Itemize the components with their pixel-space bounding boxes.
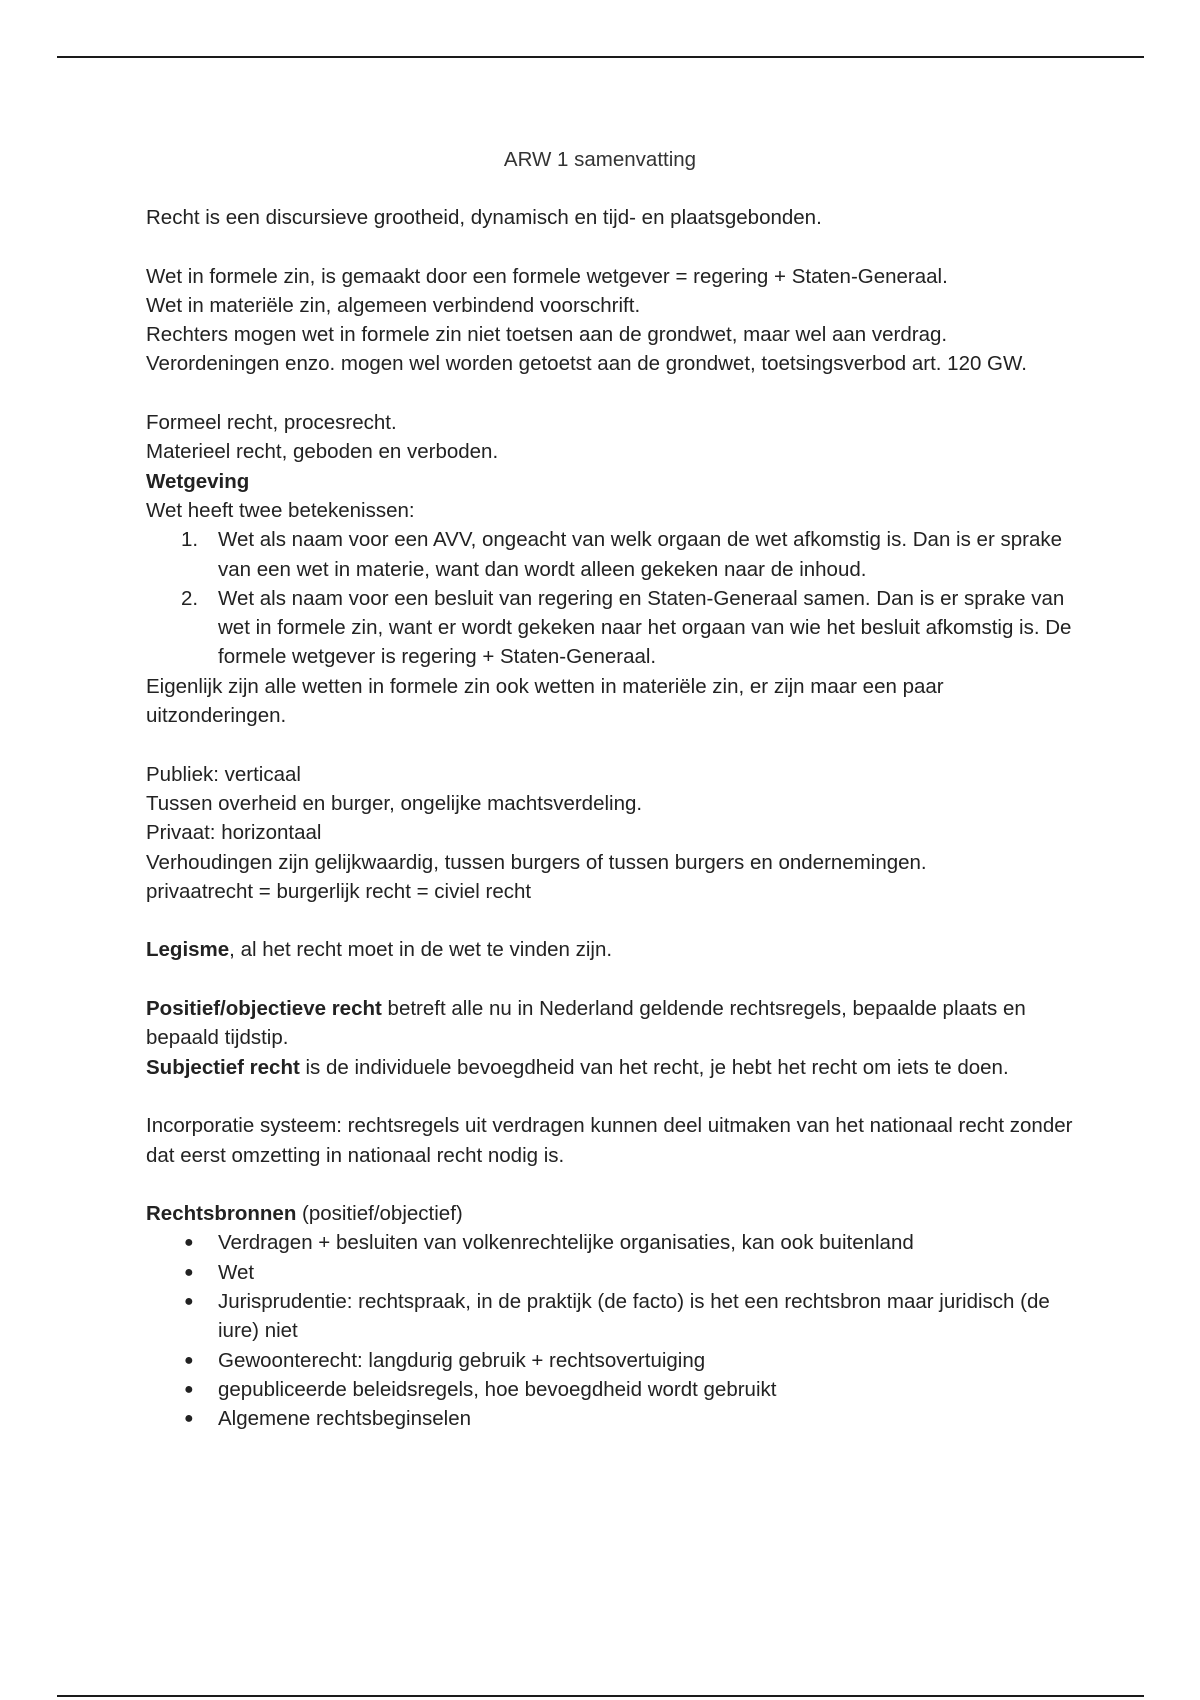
list-item-text: Wet (218, 1260, 255, 1284)
bullet-icon: ● (184, 1351, 194, 1369)
numbered-list-item (146, 525, 1076, 584)
paragraph-gap (146, 379, 1076, 408)
term-rechtsbronnen: Rechtsbronnen (146, 1202, 297, 1226)
paragraph-rechters-toetsen: Rechters mogen wet in formele zin niet toetsen aan de grondwet, maar wel aan verdrag. (146, 323, 948, 347)
paragraph-subjectief-recht (146, 1053, 1076, 1082)
paragraph-gap (146, 1082, 1076, 1111)
document-title: ARW 1 samenvatting (503, 148, 697, 171)
bullet-list-item (146, 1258, 1076, 1287)
bullet-icon: ● (184, 1410, 194, 1428)
paragraph-publiek: Publiek: verticaal (146, 762, 301, 786)
list-item-text: Jurisprudentie: rechtspraak, in de praktijk (de facto) is het een rechtsbron maar juridisch (de iure) niet (218, 1289, 1050, 1343)
numbered-list (146, 525, 1076, 671)
document-body (146, 203, 1076, 1433)
paragraph-gap (146, 906, 1076, 935)
definition-subjectief-recht: is de individuele bevoegdheid van het recht, je hebt het recht om iets te doen. (299, 1055, 1009, 1079)
paragraph-formeel-recht: Formeel recht, procesrecht. (146, 411, 397, 435)
paragraph-wet-materiele-zin: Wet in materiële zin, algemeen verbindend voorschrift. (146, 293, 641, 317)
term-positief-recht: Positief/objectieve recht (146, 997, 382, 1021)
definition-positief-recht: betreft alle nu in Nederland geldende rechtsregels, bepaalde plaats en bepaald tijdstip. (146, 997, 1026, 1050)
paragraph-recht-definition: Recht is een discursieve grootheid, dynamisch en tijd- en plaatsgebonden. (146, 206, 822, 229)
paragraph-incorporatie: Incorporatie systeem: rechtsregels uit verdragen kunnen deel uitmaken van het nationaal recht zonder dat eerst omzetting in nationaal recht nodig is. (146, 1114, 1073, 1167)
paragraph-eigenlijk: Eigenlijk zijn alle wetten in formele zin ook wetten in materiële zin, er zijn maar een paar uitzonderingen. (146, 674, 944, 728)
list-number: 2. (181, 586, 199, 610)
list-item-text: Gewoonterecht: langdurig gebruik + rechtsovertuiging (218, 1348, 706, 1372)
list-number: 1. (181, 528, 199, 552)
paragraph-gap (146, 730, 1076, 759)
paragraph-verhoudingen: Verhoudingen zijn gelijkwaardig, tussen burgers of tussen burgers en ondernemingen. (146, 850, 927, 874)
bottom-horizontal-rule (57, 1695, 1144, 1697)
rechtsbronnen-qualifier: (positief/objectief) (296, 1202, 463, 1226)
paragraph-verordeningen: Verordeningen enzo. mogen wel worden getoetst aan de grondwet, toetsingsverbod art. 120 GW. (146, 352, 1027, 376)
list-item-text: Wet als naam voor een AVV, ongeacht van welk orgaan de wet afkomstig is. Dan is er sprake van een wet in materie, want dan wordt alleen gekeken naar de inhoud. (218, 528, 1062, 581)
bullet-list-item (146, 1375, 1076, 1404)
top-horizontal-rule (57, 56, 1144, 58)
paragraph-gap (146, 965, 1076, 994)
bullet-list-item (146, 1404, 1076, 1433)
paragraph-wet-betekenissen: Wet heeft twee betekenissen: (146, 498, 415, 522)
bullet-list-item (146, 1287, 1076, 1346)
bullet-icon: ● (184, 1234, 194, 1252)
list-item-text: Verdragen + besluiten van volkenrechtelijke organisaties, kan ook buitenland (218, 1231, 914, 1255)
paragraph-gap (146, 1170, 1076, 1199)
term-legisme: Legisme (146, 938, 230, 962)
list-item-text: Algemene rechtsbeginselen (218, 1407, 471, 1431)
paragraph-gap (146, 232, 1076, 261)
term-subjectief-recht: Subjectief recht (146, 1055, 300, 1079)
bullet-list (146, 1228, 1076, 1433)
paragraph-legisme (146, 935, 1076, 964)
list-item-text: Wet als naam voor een besluit van regering en Staten-Generaal samen. Dan is er sprake van wet in formele zin, want er wordt gekeken naar het orgaan van wie het besluit afkomstig is. De formele wetgever is regering + Staten-Generaal. (218, 586, 1072, 669)
numbered-list-item (146, 584, 1076, 672)
bullet-icon: ● (184, 1380, 194, 1398)
paragraph-privaat: Privaat: horizontaal (146, 821, 322, 845)
paragraph-positief-recht (146, 994, 1076, 1053)
heading-wetgeving: Wetgeving (146, 469, 250, 493)
paragraph-materieel-recht: Materieel recht, geboden en verboden. (146, 440, 499, 464)
paragraph-tussen-overheid: Tussen overheid en burger, ongelijke machtsverdeling. (146, 791, 643, 815)
bullet-icon: ● (184, 1263, 194, 1281)
paragraph-rechtsbronnen (146, 1199, 1076, 1228)
definition-legisme: , al het recht moet in de wet te vinden zijn. (229, 938, 613, 962)
bullet-icon: ● (184, 1292, 194, 1310)
paragraph-privaatrecht: privaatrecht = burgerlijk recht = civiel recht (146, 879, 532, 903)
bullet-list-item (146, 1228, 1076, 1257)
paragraph-wet-formele-zin: Wet in formele zin, is gemaakt door een formele wetgever = regering + Staten-Generaal. (146, 264, 948, 288)
bullet-list-item (146, 1346, 1076, 1375)
list-item-text: gepubliceerde beleidsregels, hoe bevoegdheid wordt gebruikt (218, 1377, 777, 1401)
